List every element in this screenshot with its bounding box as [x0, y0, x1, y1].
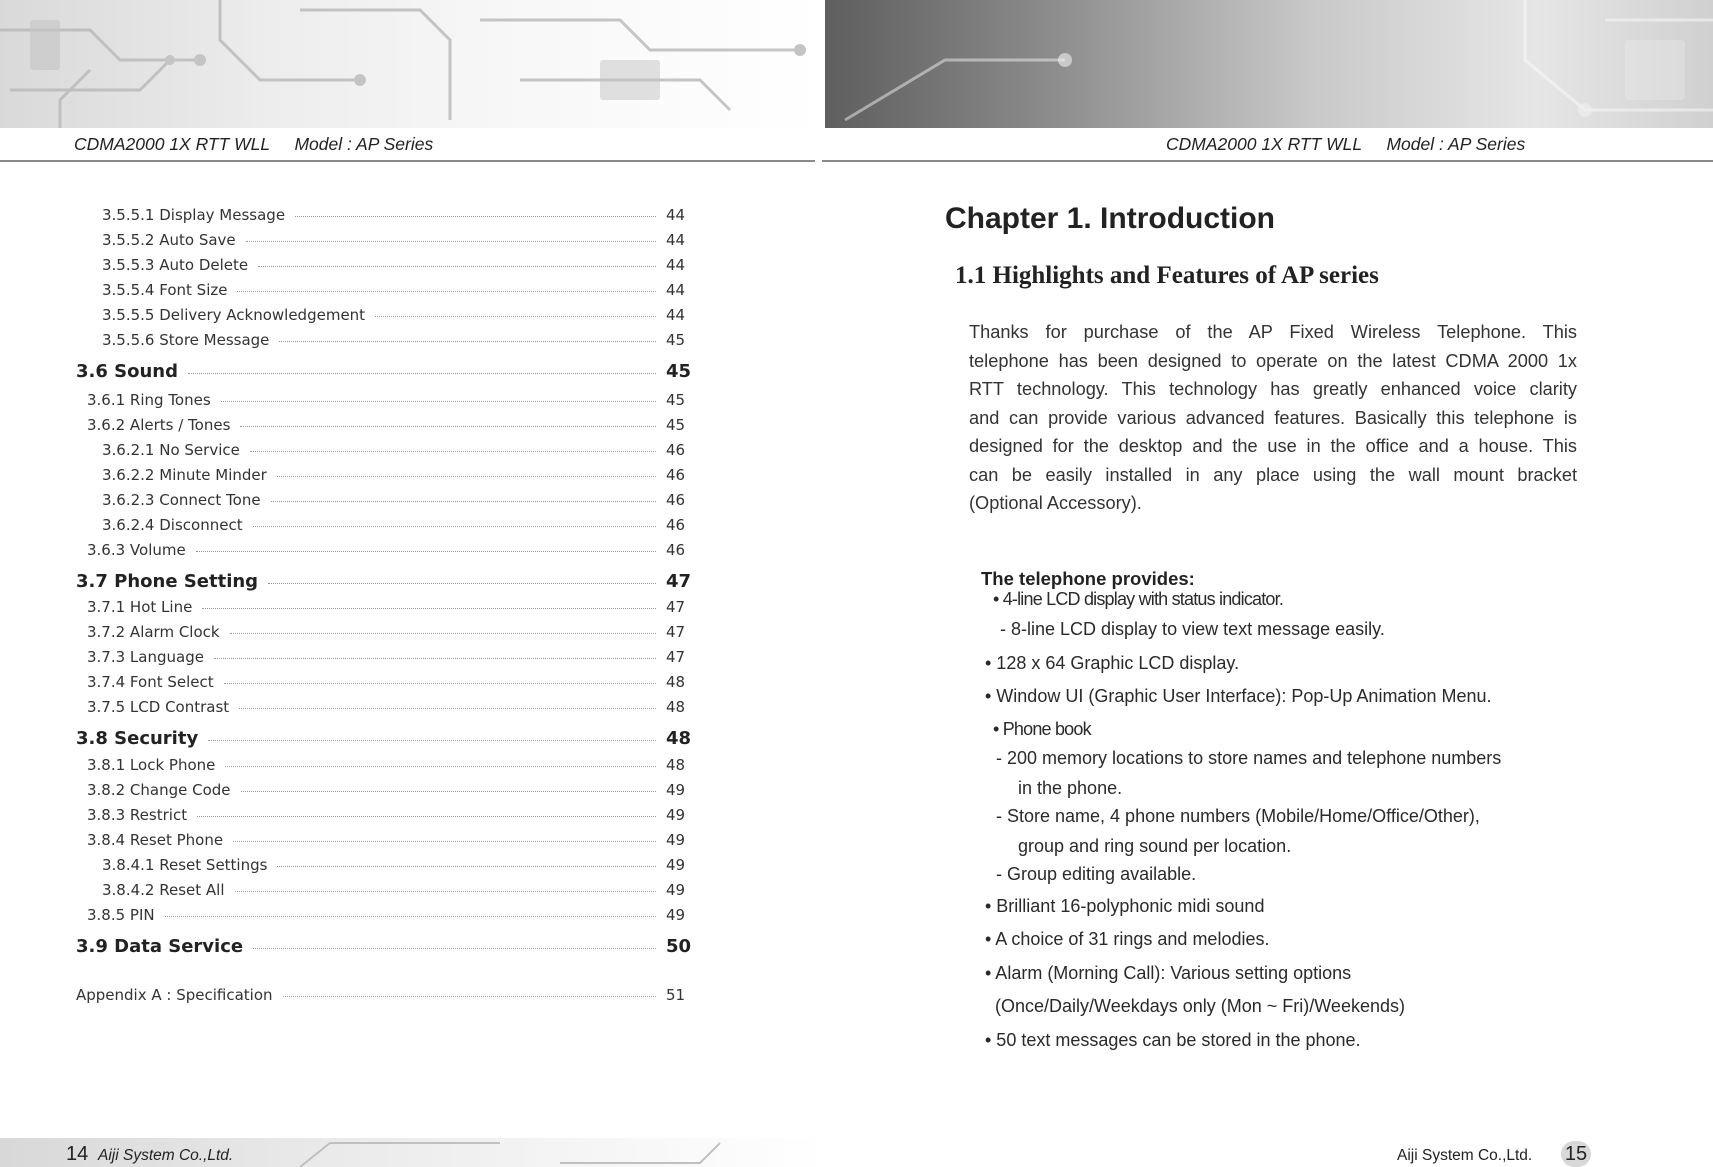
toc-entry	[102, 206, 690, 224]
toc-entry-label: 3.8 Security	[76, 728, 199, 749]
table-of-contents	[0, 0, 815, 1100]
toc-entry-label: 3.6.2.3 Connect Tone	[102, 491, 261, 509]
toc-entry-page: 49	[666, 781, 686, 799]
right-header	[1166, 134, 1525, 155]
intro-line: and can provide various advanced features. Basically this telephone is	[969, 407, 1577, 428]
toc-entry-label: 3.6 Sound	[76, 361, 178, 382]
feature-item: - Group editing available.	[996, 864, 1197, 884]
feature-item: - 200 memory locations to store names and telephone numbers	[996, 748, 1502, 768]
toc-leader-dots	[237, 291, 656, 292]
toc-entry-page: 49	[666, 906, 686, 924]
toc-entry-label: 3.8.2 Change Code	[87, 781, 231, 799]
toc-leader-dots	[277, 866, 656, 867]
toc-entry-page: 45	[666, 416, 686, 434]
feature-item: group and ring sound per location.	[1018, 836, 1292, 856]
footer-company-right: Aiji System Co.,Ltd.	[1397, 1147, 1533, 1164]
toc-section-entry	[76, 936, 690, 957]
toc-entry-page: 49	[666, 806, 686, 824]
toc-leader-dots	[279, 341, 656, 342]
toc-entry-label: 3.8.4.2 Reset All	[102, 881, 225, 899]
toc-entry-page: 47	[666, 648, 686, 666]
toc-entry-page: 47	[666, 623, 686, 641]
toc-leader-dots	[233, 841, 656, 842]
toc-leader-dots	[253, 948, 656, 949]
toc-entry-label: 3.6.2.2 Minute Minder	[102, 466, 267, 484]
toc-entry	[102, 231, 690, 249]
intro-line: Thanks for purchase of the AP Fixed Wireless Telephone. This	[969, 322, 1577, 342]
intro-line: can be easily installed in any place using the wall mount bracket	[969, 464, 1577, 485]
toc-section-entry	[76, 571, 690, 592]
toc-entry-label: 3.5.5.4 Font Size	[102, 281, 228, 299]
feature-item: (Once/Daily/Weekdays only (Mon ~ Fri)/Weekends)	[995, 996, 1405, 1016]
toc-entry	[87, 698, 690, 716]
toc-leader-dots	[271, 501, 656, 502]
toc-entry-label: 3.7.3 Language	[87, 648, 204, 666]
chapter-title: Chapter 1. Introduction	[945, 202, 1275, 235]
toc-leader-dots	[208, 740, 656, 741]
toc-entry-label: 3.8.1 Lock Phone	[87, 756, 216, 774]
toc-leader-dots	[258, 266, 656, 267]
toc-entry-page: 48	[666, 698, 686, 716]
toc-entry-page: 48	[666, 673, 686, 691]
toc-entry-page: 47	[666, 598, 686, 616]
feature-item: • 4-line LCD display with status indicator.	[993, 589, 1284, 609]
toc-leader-dots	[241, 791, 656, 792]
toc-entry	[87, 781, 690, 799]
feature-item: • A choice of 31 rings and melodies.	[985, 929, 1270, 949]
intro-line: RTT technology. This technology has greatly enhanced voice clarity	[969, 379, 1577, 399]
toc-entry-label: 3.8.4 Reset Phone	[87, 831, 224, 849]
toc-entry-label: 3.5.5.3 Auto Delete	[102, 256, 249, 274]
toc-leader-dots	[239, 708, 656, 709]
toc-leader-dots	[214, 658, 656, 659]
right-header-model: Model : AP Series	[1386, 134, 1526, 154]
toc-entry-page: 44	[666, 306, 686, 324]
toc-entry-label: 3.6.1 Ring Tones	[87, 391, 211, 409]
toc-entry	[102, 881, 690, 899]
toc-leader-dots	[246, 241, 656, 242]
feature-item: • 128 x 64 Graphic LCD display.	[985, 653, 1240, 673]
toc-leader-dots	[230, 633, 656, 634]
toc-entry-page: 45	[666, 361, 692, 382]
toc-entry-page: 48	[666, 728, 692, 749]
section-title: 1.1 Highlights and Features of AP series	[955, 262, 1379, 289]
toc-entry	[102, 331, 690, 349]
intro-paragraph	[969, 318, 1577, 518]
toc-entry-label: 3.5.5.6 Store Message	[102, 331, 270, 349]
toc-entry-page: 47	[666, 571, 692, 592]
feature-item: • Brilliant 16-polyphonic midi sound	[985, 896, 1265, 916]
toc-entry	[87, 623, 690, 641]
toc-entry	[87, 648, 690, 666]
toc-entry	[87, 598, 690, 616]
toc-entry-label: 3.8.3 Restrict	[87, 806, 188, 824]
provides-heading: The telephone provides:	[981, 568, 1195, 589]
toc-entry	[87, 806, 690, 824]
left-header-model: Model : AP Series	[294, 134, 434, 154]
toc-entry-page: 46	[666, 491, 686, 509]
right-header-product: CDMA2000 1X RTT WLL	[1166, 134, 1363, 154]
toc-entry-label: 3.7 Phone Setting	[76, 571, 259, 592]
intro-line: telephone has been designed to operate on the latest CDMA 2000 1x	[969, 350, 1577, 371]
toc-entry-page: 44	[666, 206, 686, 224]
toc-leader-dots	[225, 766, 656, 767]
toc-entry-label: 3.8.4.1 Reset Settings	[102, 856, 268, 874]
toc-leader-dots	[202, 608, 656, 609]
toc-entry-label: 3.7.4 Font Select	[87, 673, 214, 691]
toc-leader-dots	[277, 476, 656, 477]
page-number-left: 14	[66, 1143, 89, 1165]
feature-item: in the phone.	[1018, 778, 1123, 798]
toc-entry	[76, 986, 690, 1004]
toc-entry-page: 46	[666, 441, 686, 459]
toc-leader-dots	[197, 816, 656, 817]
toc-leader-dots	[188, 373, 656, 374]
toc-entry	[102, 281, 690, 299]
toc-entry-label: 3.8.5 PIN	[87, 906, 155, 924]
toc-entry-label: 3.5.5.1 Display Message	[102, 206, 286, 224]
feature-item: • Window UI (Graphic User Interface): Pop-Up Animation Menu.	[985, 686, 1492, 706]
toc-entry-page: 45	[666, 391, 686, 409]
binary-digits-image	[825, 0, 1713, 128]
toc-section-entry	[76, 728, 690, 749]
toc-entry	[102, 256, 690, 274]
toc-leader-dots	[224, 683, 656, 684]
toc-entry-label: 3.7.5 LCD Contrast	[87, 698, 230, 716]
header-rule-right	[822, 160, 1713, 162]
toc-entry	[87, 391, 690, 409]
toc-entry	[102, 856, 690, 874]
feature-item: - Store name, 4 phone numbers (Mobile/Home/Office/Other),	[996, 806, 1480, 826]
toc-entry	[102, 491, 690, 509]
toc-entry	[87, 673, 690, 691]
toc-leader-dots	[283, 996, 656, 997]
toc-entry	[102, 516, 690, 534]
toc-entry	[102, 441, 690, 459]
toc-leader-dots	[196, 551, 656, 552]
toc-entry	[102, 306, 690, 324]
feature-item: - 8-line LCD display to view text message easily.	[1000, 619, 1385, 639]
toc-entry	[102, 466, 690, 484]
toc-section-entry	[76, 361, 690, 382]
toc-entry	[87, 416, 690, 434]
toc-leader-dots	[240, 426, 656, 427]
toc-entry-page: 49	[666, 831, 686, 849]
toc-leader-dots	[375, 316, 656, 317]
intro-line: designed for the desktop and the use in the office and a house. This	[969, 436, 1577, 456]
toc-entry-label: 3.7.1 Hot Line	[87, 598, 193, 616]
toc-entry-page: 49	[666, 856, 686, 874]
toc-leader-dots	[268, 583, 656, 584]
toc-entry-page: 45	[666, 331, 686, 349]
toc-leader-dots	[221, 401, 656, 402]
header-banner-right	[825, 0, 1713, 128]
toc-entry-label: 3.6.3 Volume	[87, 541, 186, 559]
toc-entry-label: 3.5.5.5 Delivery Acknowledgement	[102, 306, 366, 324]
toc-entry-page: 46	[666, 516, 686, 534]
intro-line: (Optional Accessory).	[969, 493, 1142, 513]
left-header-product: CDMA2000 1X RTT WLL	[74, 134, 271, 154]
toc-entry-label: 3.6.2 Alerts / Tones	[87, 416, 231, 434]
toc-entry-page: 48	[666, 756, 686, 774]
toc-entry-label: 3.9 Data Service	[76, 936, 244, 957]
toc-entry-page: 46	[666, 541, 686, 559]
toc-entry-page: 51	[666, 986, 686, 1004]
toc-leader-dots	[250, 451, 656, 452]
toc-entry-page: 44	[666, 281, 686, 299]
toc-leader-dots	[295, 216, 656, 217]
feature-item: • Alarm (Morning Call): Various setting options	[985, 963, 1352, 983]
toc-entry-page: 44	[666, 231, 686, 249]
toc-entry	[87, 541, 690, 559]
toc-leader-dots	[235, 891, 656, 892]
toc-entry-label: Appendix A : Specification	[76, 986, 273, 1004]
toc-entry-page: 50	[666, 936, 692, 957]
toc-leader-dots	[165, 916, 656, 917]
toc-leader-dots	[253, 526, 656, 527]
feature-item: • Phone book	[993, 719, 1091, 739]
feature-item: • 50 text messages can be stored in the phone.	[985, 1030, 1361, 1050]
toc-entry	[87, 906, 690, 924]
toc-entry-label: 3.6.2.1 No Service	[102, 441, 240, 459]
toc-entry-page: 44	[666, 256, 686, 274]
page-number-right: 15	[1561, 1141, 1591, 1167]
toc-entry	[87, 756, 690, 774]
toc-entry-label: 3.7.2 Alarm Clock	[87, 623, 220, 641]
toc-entry-page: 49	[666, 881, 686, 899]
footer-company-left: Aiji System Co.,Ltd.	[98, 1147, 234, 1164]
toc-entry-label: 3.6.2.4 Disconnect	[102, 516, 243, 534]
toc-entry-page: 46	[666, 466, 686, 484]
toc-entry-label: 3.5.5.2 Auto Save	[102, 231, 236, 249]
toc-entry	[87, 831, 690, 849]
